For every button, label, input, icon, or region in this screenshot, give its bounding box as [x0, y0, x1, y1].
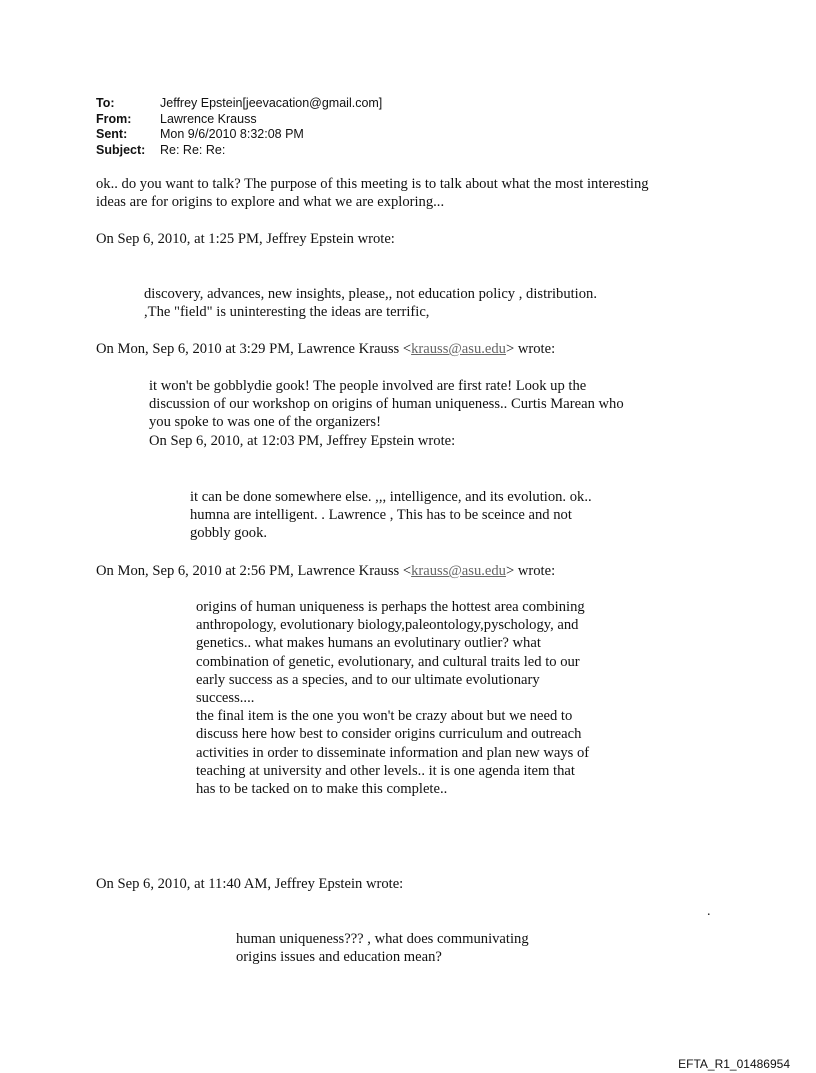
- email-link[interactable]: krauss@asu.edu: [411, 563, 506, 579]
- email-link[interactable]: krauss@asu.edu: [411, 341, 506, 357]
- quote-line: humna are intelligent. . Lawrence , This has to be sceince and not: [190, 507, 572, 524]
- stray-mark: .: [707, 904, 711, 919]
- quote-line: success....: [196, 690, 255, 707]
- sent-label: Sent:: [96, 127, 128, 141]
- quote-line: discussion of our workshop on origins of human uniqueness.. Curtis Marean who: [149, 396, 624, 413]
- subject-row: [96, 143, 382, 159]
- attribution-line: On Mon, Sep 6, 2010 at 3:29 PM, Lawrence Krauss <krauss@asu.edu> wrote:: [96, 341, 556, 357]
- quote-line: discuss here how best to consider origins curriculum and outreach: [196, 726, 582, 743]
- quoted-block-2: [149, 377, 624, 450]
- quote-line: origins issues and education mean?: [236, 949, 442, 966]
- quote-line: the final item is the one you won't be crazy about but we need to: [196, 708, 573, 725]
- attribution-line: On Sep 6, 2010, at 12:03 PM, Jeffrey Epstein wrote:: [149, 432, 456, 449]
- quote-line: it can be done somewhere else. ,,, intelligence, and its evolution. ok..: [190, 489, 592, 505]
- quote-line: teaching at university and other levels.. it is one agenda item that: [196, 762, 575, 779]
- sent-value: Mon 9/6/2010 8:32:08 PM: [160, 127, 304, 141]
- quote-line: gobbly gook.: [190, 525, 268, 542]
- sent-row: [96, 127, 382, 143]
- quote-line: you spoke to was one of the organizers!: [149, 414, 381, 431]
- quote-line: human uniqueness??? , what does communivating: [236, 931, 529, 947]
- email-header: [96, 96, 382, 158]
- attribution-line: On Sep 6, 2010, at 1:25 PM, Jeffrey Epstein wrote:: [96, 231, 395, 247]
- quote-line: anthropology, evolutionary biology,paleontology,pyschology, and: [196, 617, 579, 634]
- document-id: EFTA_R1_01486954: [678, 1057, 790, 1071]
- subject-value: Re: Re: Re:: [160, 142, 226, 157]
- from-value: Lawrence Krauss: [160, 111, 257, 126]
- quote-line: has to be tacked on to make this complete..: [196, 781, 448, 798]
- quote-line: activities in order to disseminate information and plan new ways of: [196, 744, 590, 761]
- to-row: [96, 96, 382, 112]
- attribution-line: On Mon, Sep 6, 2010 at 2:56 PM, Lawrence Krauss <krauss@asu.edu> wrote:: [96, 563, 556, 579]
- body-line: ok.. do you want to talk? The purpose of this meeting is to talk about what the most interesting: [96, 176, 649, 192]
- to-value: Jeffrey Epstein[jeevacation@gmail.com]: [160, 96, 383, 110]
- from-label: From:: [96, 111, 132, 126]
- quote-line: origins of human uniqueness is perhaps the hottest area combining: [196, 599, 585, 615]
- quote-line: discovery, advances, new insights, please,, not education policy , distribution.: [144, 286, 597, 302]
- attribution-line: On Sep 6, 2010, at 11:40 AM, Jeffrey Epstein wrote:: [96, 876, 404, 892]
- quoted-block-1: [144, 285, 597, 321]
- from-row: [96, 112, 382, 128]
- quote-line: early success as a species, and to our ultimate evolutionary: [196, 671, 540, 688]
- to-label: To:: [96, 96, 115, 110]
- quoted-block-4: [196, 598, 589, 798]
- quote-line: it won't be gobblydie gook! The people involved are first rate! Look up the: [149, 378, 587, 394]
- quoted-block-3: [190, 488, 592, 543]
- subject-label: Subject:: [96, 142, 146, 157]
- quote-line: combination of genetic, evolutionary, and cultural traits led to our: [196, 653, 580, 670]
- message-body: [96, 175, 649, 211]
- body-line: ideas are for origins to explore and what we are exploring...: [96, 194, 445, 211]
- quote-line: genetics.. what makes humans an evolutinary outlier? what: [196, 635, 541, 652]
- quote-line: ,The "field" is uninteresting the ideas are terrific,: [144, 304, 430, 321]
- quoted-block-5: [236, 930, 529, 966]
